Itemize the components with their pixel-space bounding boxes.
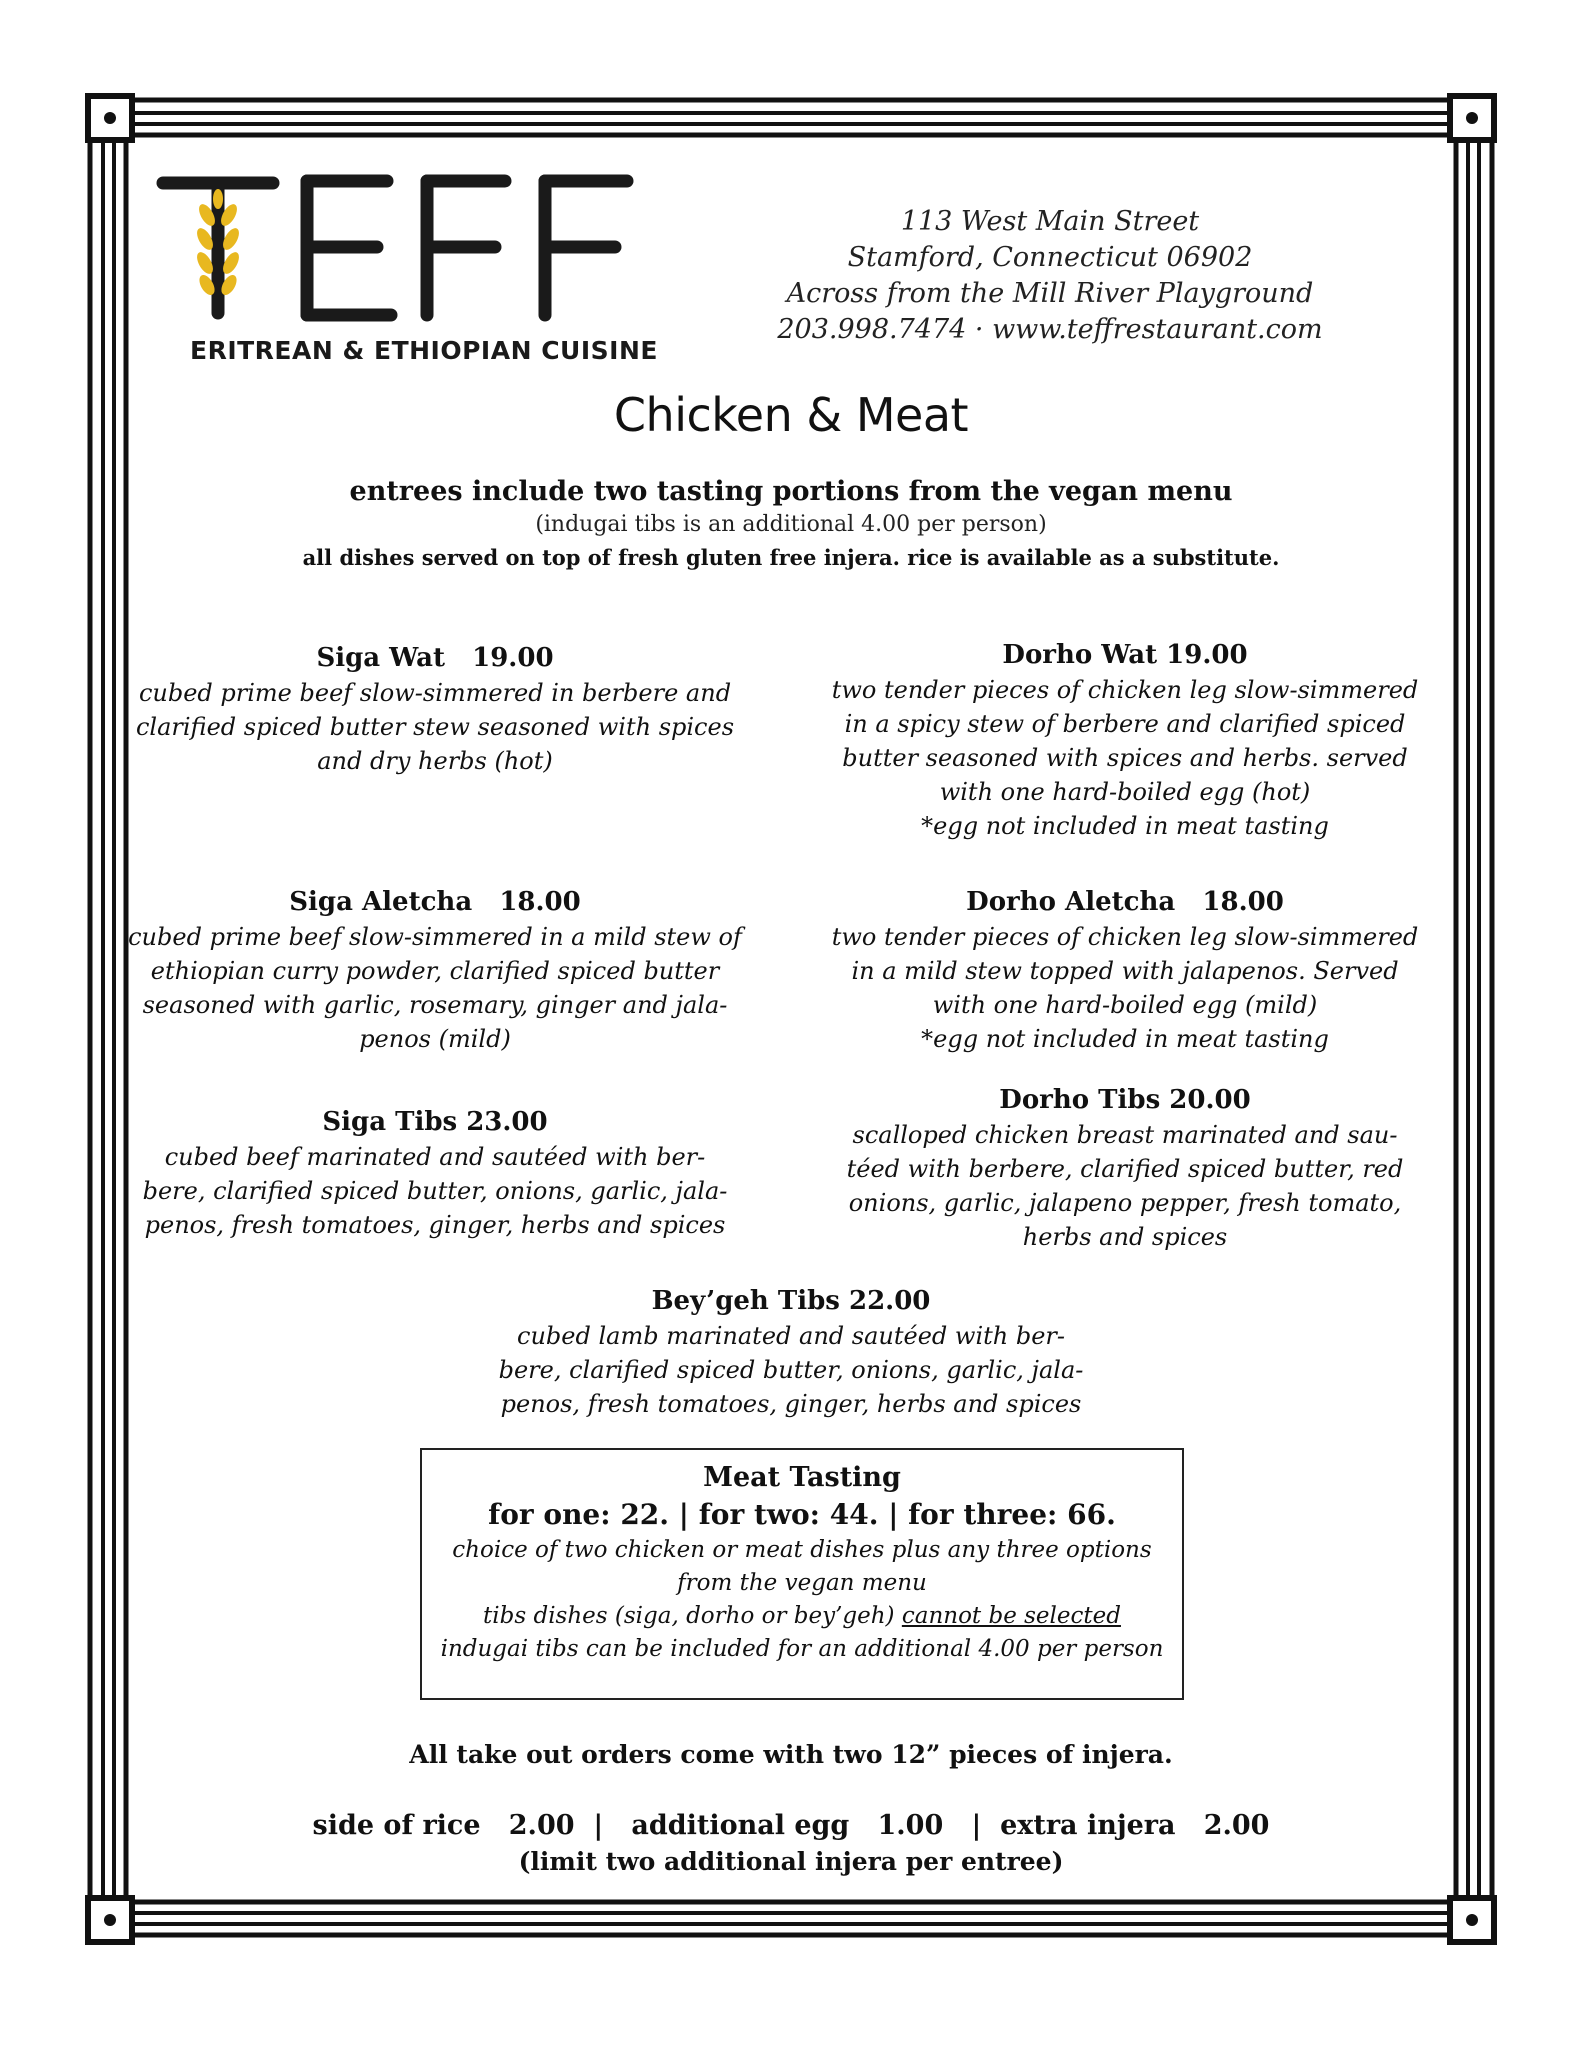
tasting-line-3-text: tibs dishes (siga, dorho or bey’geh) (483, 1603, 902, 1629)
desc-line: bere, clarified spiced butter, onions, garlic, jala- (498, 1356, 1084, 1384)
dish-name: Siga Tibs 23.00 (322, 1107, 548, 1137)
tasting-line-3 (422, 1600, 1182, 1633)
desc-line: *egg not included in meat tasting (921, 1025, 1329, 1053)
address-block (760, 204, 1340, 348)
desc-line: onions, garlic, jalapeno pepper, fresh tomato, (848, 1189, 1402, 1217)
landmark: Across from the Mill River Playground (786, 278, 1314, 309)
dish-name: Dorho Aletcha 18.00 (966, 887, 1284, 917)
desc-line: in a spicy stew of berbere and clarified spiced (844, 710, 1406, 738)
intro-line-3: all dishes served on top of fresh gluten free injera. rice is available as a substitute. (302, 545, 1280, 570)
desc-line: with one hard-boiled egg (mild) (932, 991, 1318, 1019)
tasting-line-4: indugai tibs can be included for an additional 4.00 per person (440, 1636, 1164, 1662)
desc-line: scalloped chicken breast marinated and sau- (852, 1121, 1398, 1149)
tasting-prices: for one: 22. | for two: 44. | for three: 66. (488, 1498, 1116, 1531)
injera-limit-note: (limit two additional injera per entree) (518, 1847, 1064, 1876)
desc-line: téed with berbere, clarified spiced butter, red (846, 1155, 1404, 1183)
intro-line-2: (indugai tibs is an additional 4.00 per person) (535, 512, 1047, 537)
desc-line: and dry herbs (hot) (317, 747, 553, 775)
dish-beygeh-tibs (466, 1283, 1116, 1421)
dish-description (810, 920, 1440, 1056)
dish-siga-aletcha (120, 884, 750, 1056)
takeout-note: All take out orders come with two 12” pieces of injera. (409, 1740, 1173, 1769)
dish-siga-wat (120, 640, 750, 778)
dish-description (120, 1140, 750, 1242)
desc-line: cubed lamb marinated and sautéed with ber- (517, 1322, 1065, 1350)
desc-line: *egg not included in meat tasting (921, 812, 1329, 840)
desc-line: two tender pieces of chicken leg slow-simmered (831, 923, 1419, 951)
dish-name: Dorho Wat 19.00 (1002, 640, 1248, 670)
dish-dorho-wat (810, 637, 1440, 843)
dish-name: Dorho Tibs 20.00 (999, 1085, 1251, 1115)
dish-siga-tibs (120, 1104, 750, 1242)
meat-tasting-box (420, 1448, 1184, 1700)
desc-line: bere, clarified spiced butter, onions, garlic, jala- (142, 1177, 728, 1205)
dish-name: Siga Wat 19.00 (316, 643, 554, 673)
extras-prices: side of rice 2.00 | additional egg 1.00 | extra injera 2.00 (312, 1810, 1270, 1841)
tasting-line-2: from the vegan menu (677, 1570, 927, 1596)
desc-line: two tender pieces of chicken leg slow-simmered (831, 676, 1419, 704)
dish-name: Siga Aletcha 18.00 (289, 887, 581, 917)
dish-description (120, 920, 750, 1056)
dish-description (810, 673, 1440, 843)
dish-dorho-aletcha (810, 884, 1440, 1056)
teff-logo (155, 165, 645, 365)
desc-line: penos, fresh tomatoes, ginger, herbs and spices (144, 1211, 726, 1239)
desc-line: penos, fresh tomatoes, ginger, herbs and spices (500, 1390, 1082, 1418)
tasting-restriction: cannot be selected (901, 1603, 1121, 1629)
city-address: Stamford, Connecticut 06902 (847, 242, 1253, 273)
page-title: Chicken & Meat (613, 388, 969, 442)
tasting-line-1: choice of two chicken or meat dishes plus any three options (452, 1537, 1152, 1563)
dish-description (120, 676, 750, 778)
desc-line: penos (mild) (359, 1025, 511, 1053)
desc-line: clarified spiced butter stew seasoned with spices (135, 713, 735, 741)
tasting-title: Meat Tasting (703, 1462, 901, 1493)
dish-name: Bey’geh Tibs 22.00 (651, 1286, 931, 1316)
desc-line: butter seasoned with spices and herbs. served (842, 744, 1408, 772)
street-address: 113 West Main Street (900, 206, 1200, 237)
desc-line: with one hard-boiled egg (hot) (939, 778, 1311, 806)
phone-website: 203.998.7474 · www.teffrestaurant.com (777, 314, 1323, 345)
dish-dorho-tibs (810, 1082, 1440, 1254)
desc-line: cubed prime beef slow-simmered in a mild stew of (128, 923, 742, 951)
desc-line: ethiopian curry powder, clarified spiced butter (150, 957, 720, 985)
desc-line: cubed prime beef slow-simmered in berbere and (138, 679, 732, 707)
desc-line: seasoned with garlic, rosemary, ginger and jala- (142, 991, 728, 1019)
desc-line: in a mild stew topped with jalapenos. Served (851, 957, 1399, 985)
intro-line-1: entrees include two tasting portions from the vegan menu (349, 476, 1233, 507)
desc-line: herbs and spices (1022, 1223, 1228, 1251)
dish-description (466, 1319, 1116, 1421)
dish-description (810, 1118, 1440, 1254)
desc-line: cubed beef marinated and sautéed with ber- (164, 1143, 706, 1171)
logo-tagline: ERITREAN & ETHIOPIAN CUISINE (190, 336, 658, 365)
